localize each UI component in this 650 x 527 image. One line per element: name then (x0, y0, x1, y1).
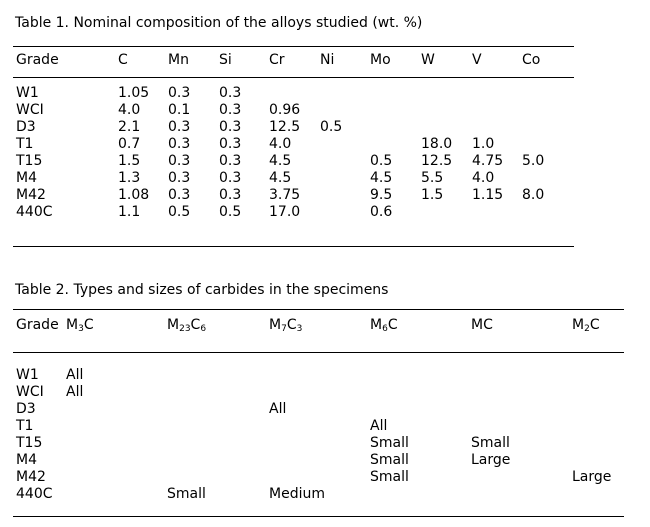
table1-cell-si: 0.3 (219, 85, 242, 101)
table2-carbide-cell: All (269, 401, 287, 417)
table2-carbide-cell: Small (370, 435, 409, 451)
table1-cell-mn: 0.5 (168, 204, 191, 220)
table1-cell-mn: 0.3 (168, 170, 191, 186)
table2-header-m3c: $M_3C$ (66, 317, 94, 334)
table1-header-rule (13, 77, 574, 78)
table1-cell-mo: 9.5 (370, 187, 393, 203)
table2-row (0, 401, 650, 418)
table1-cell-si: 0.3 (219, 187, 242, 203)
table1-header-w: W (421, 52, 435, 68)
table2-carbide-cell: Small (471, 435, 510, 451)
table1-header-row (0, 52, 650, 69)
table2-row (0, 435, 650, 452)
table2-grade-cell: T15 (16, 435, 43, 451)
table1-cell-cr: 4.5 (269, 170, 292, 186)
table1-cell-v: 1.15 (472, 187, 504, 203)
table2-carbide-cell: All (66, 384, 84, 400)
table2-row (0, 418, 650, 435)
table1-header-cr: Cr (269, 52, 285, 68)
table1-cell-mo: 4.5 (370, 170, 393, 186)
table2-carbide-cell: Large (572, 469, 612, 485)
table1-cell-mo: 0.6 (370, 204, 393, 220)
table1-header-si: Si (219, 52, 232, 68)
table2-grade-cell: M42 (16, 469, 46, 485)
table1-cell-v: 1.0 (472, 136, 495, 152)
table1-cell-c: 1.3 (118, 170, 141, 186)
table1-grade-cell: M4 (16, 170, 37, 186)
table1-top-rule (13, 46, 574, 47)
table1-cell-cr: 0.96 (269, 102, 301, 118)
table1-grade-cell: M42 (16, 187, 46, 203)
table1-row (0, 85, 650, 102)
table1-cell-si: 0.3 (219, 102, 242, 118)
table1-cell-w: 12.5 (421, 153, 453, 169)
table2-carbide-cell: Small (370, 469, 409, 485)
table2-header-grade: Grade (16, 317, 59, 333)
table1-cell-si: 0.3 (219, 136, 242, 152)
table2-row (0, 486, 650, 503)
table1-cell-mn: 0.3 (168, 153, 191, 169)
table2-header-mc: MC (471, 317, 493, 333)
table2-caption: Table 2. Types and sizes of carbides in the specimens (15, 282, 389, 298)
table2-carbide-cell: Small (370, 452, 409, 468)
table2-row (0, 469, 650, 486)
table2-header-m6c: $M_6C$ (370, 317, 398, 334)
table2-grade-cell: 440C (16, 486, 53, 502)
table1-cell-w: 1.5 (421, 187, 444, 203)
table2-carbide-cell: Medium (269, 486, 325, 502)
table1-cell-si: 0.5 (219, 204, 242, 220)
table1-header-co: Co (522, 52, 541, 68)
table2-carbide-cell: Small (167, 486, 206, 502)
table2-header-row (0, 317, 650, 334)
table2-header-rule (13, 352, 624, 353)
table1-cell-si: 0.3 (219, 153, 242, 169)
table1-cell-cr: 4.0 (269, 136, 292, 152)
table1-cell-cr: 17.0 (269, 204, 301, 220)
table2-top-rule (13, 309, 624, 310)
table1-cell-si: 0.3 (219, 119, 242, 135)
table1-row (0, 187, 650, 204)
table1-cell-c: 4.0 (118, 102, 141, 118)
table1-cell-c: 1.1 (118, 204, 141, 220)
table2-grade-cell: W1 (16, 367, 39, 383)
table1-cell-ni: 0.5 (320, 119, 343, 135)
table1-cell-co: 8.0 (522, 187, 545, 203)
table2-row (0, 367, 650, 384)
table1-grade-cell: T1 (16, 136, 34, 152)
table1-cell-c: 1.08 (118, 187, 150, 203)
table1-row (0, 136, 650, 153)
table1-header-ni: Ni (320, 52, 335, 68)
table1-row (0, 102, 650, 119)
table1-cell-mn: 0.3 (168, 136, 191, 152)
table1-grade-cell: 440C (16, 204, 53, 220)
table2-header-m2c: $M_2C$ (572, 317, 600, 334)
table2-carbide-cell: Large (471, 452, 511, 468)
table1-cell-v: 4.75 (472, 153, 504, 169)
table2-grade-cell: WCI (16, 384, 44, 400)
table1-cell-si: 0.3 (219, 170, 242, 186)
table1-cell-co: 5.0 (522, 153, 545, 169)
table1-cell-v: 4.0 (472, 170, 495, 186)
table2-header-m7c3: $M_7C_3$ (269, 317, 303, 334)
table1-cell-w: 5.5 (421, 170, 444, 186)
table2-grade-cell: M4 (16, 452, 37, 468)
table1-cell-c: 2.1 (118, 119, 141, 135)
table1-bottom-rule (13, 246, 574, 247)
table1-cell-cr: 12.5 (269, 119, 301, 135)
table2-carbide-cell: All (66, 367, 84, 383)
table1-row (0, 170, 650, 187)
table1-cell-mn: 0.3 (168, 85, 191, 101)
table2-grade-cell: T1 (16, 418, 34, 434)
table1-grade-cell: W1 (16, 85, 39, 101)
table1-header-mn: Mn (168, 52, 189, 68)
table1-header-c: C (118, 52, 128, 68)
table1-cell-c: 0.7 (118, 136, 141, 152)
table2-row (0, 452, 650, 469)
table1-grade-cell: WCI (16, 102, 44, 118)
table1-row (0, 204, 650, 221)
table2-carbide-cell: All (370, 418, 388, 434)
table1-row (0, 153, 650, 170)
table1-caption: Table 1. Nominal composition of the alloys studied (wt. %) (15, 15, 423, 31)
table1-cell-cr: 3.75 (269, 187, 301, 203)
table1-cell-c: 1.5 (118, 153, 141, 169)
table1-cell-w: 18.0 (421, 136, 453, 152)
table2-row (0, 384, 650, 401)
table1-cell-mn: 0.3 (168, 187, 191, 203)
table1-cell-mo: 0.5 (370, 153, 393, 169)
table1-header-grade: Grade (16, 52, 59, 68)
table1-cell-c: 1.05 (118, 85, 150, 101)
table1-cell-mn: 0.1 (168, 102, 191, 118)
table1-header-mo: Mo (370, 52, 391, 68)
table1-grade-cell: T15 (16, 153, 43, 169)
table1-header-v: V (472, 52, 482, 68)
table2-header-m23c6: $M_{23}C_6$ (167, 317, 207, 334)
table2-bottom-rule (13, 516, 624, 517)
table2-grade-cell: D3 (16, 401, 36, 417)
table1-cell-cr: 4.5 (269, 153, 292, 169)
table1-cell-mn: 0.3 (168, 119, 191, 135)
table1-grade-cell: D3 (16, 119, 36, 135)
table1-row (0, 119, 650, 136)
